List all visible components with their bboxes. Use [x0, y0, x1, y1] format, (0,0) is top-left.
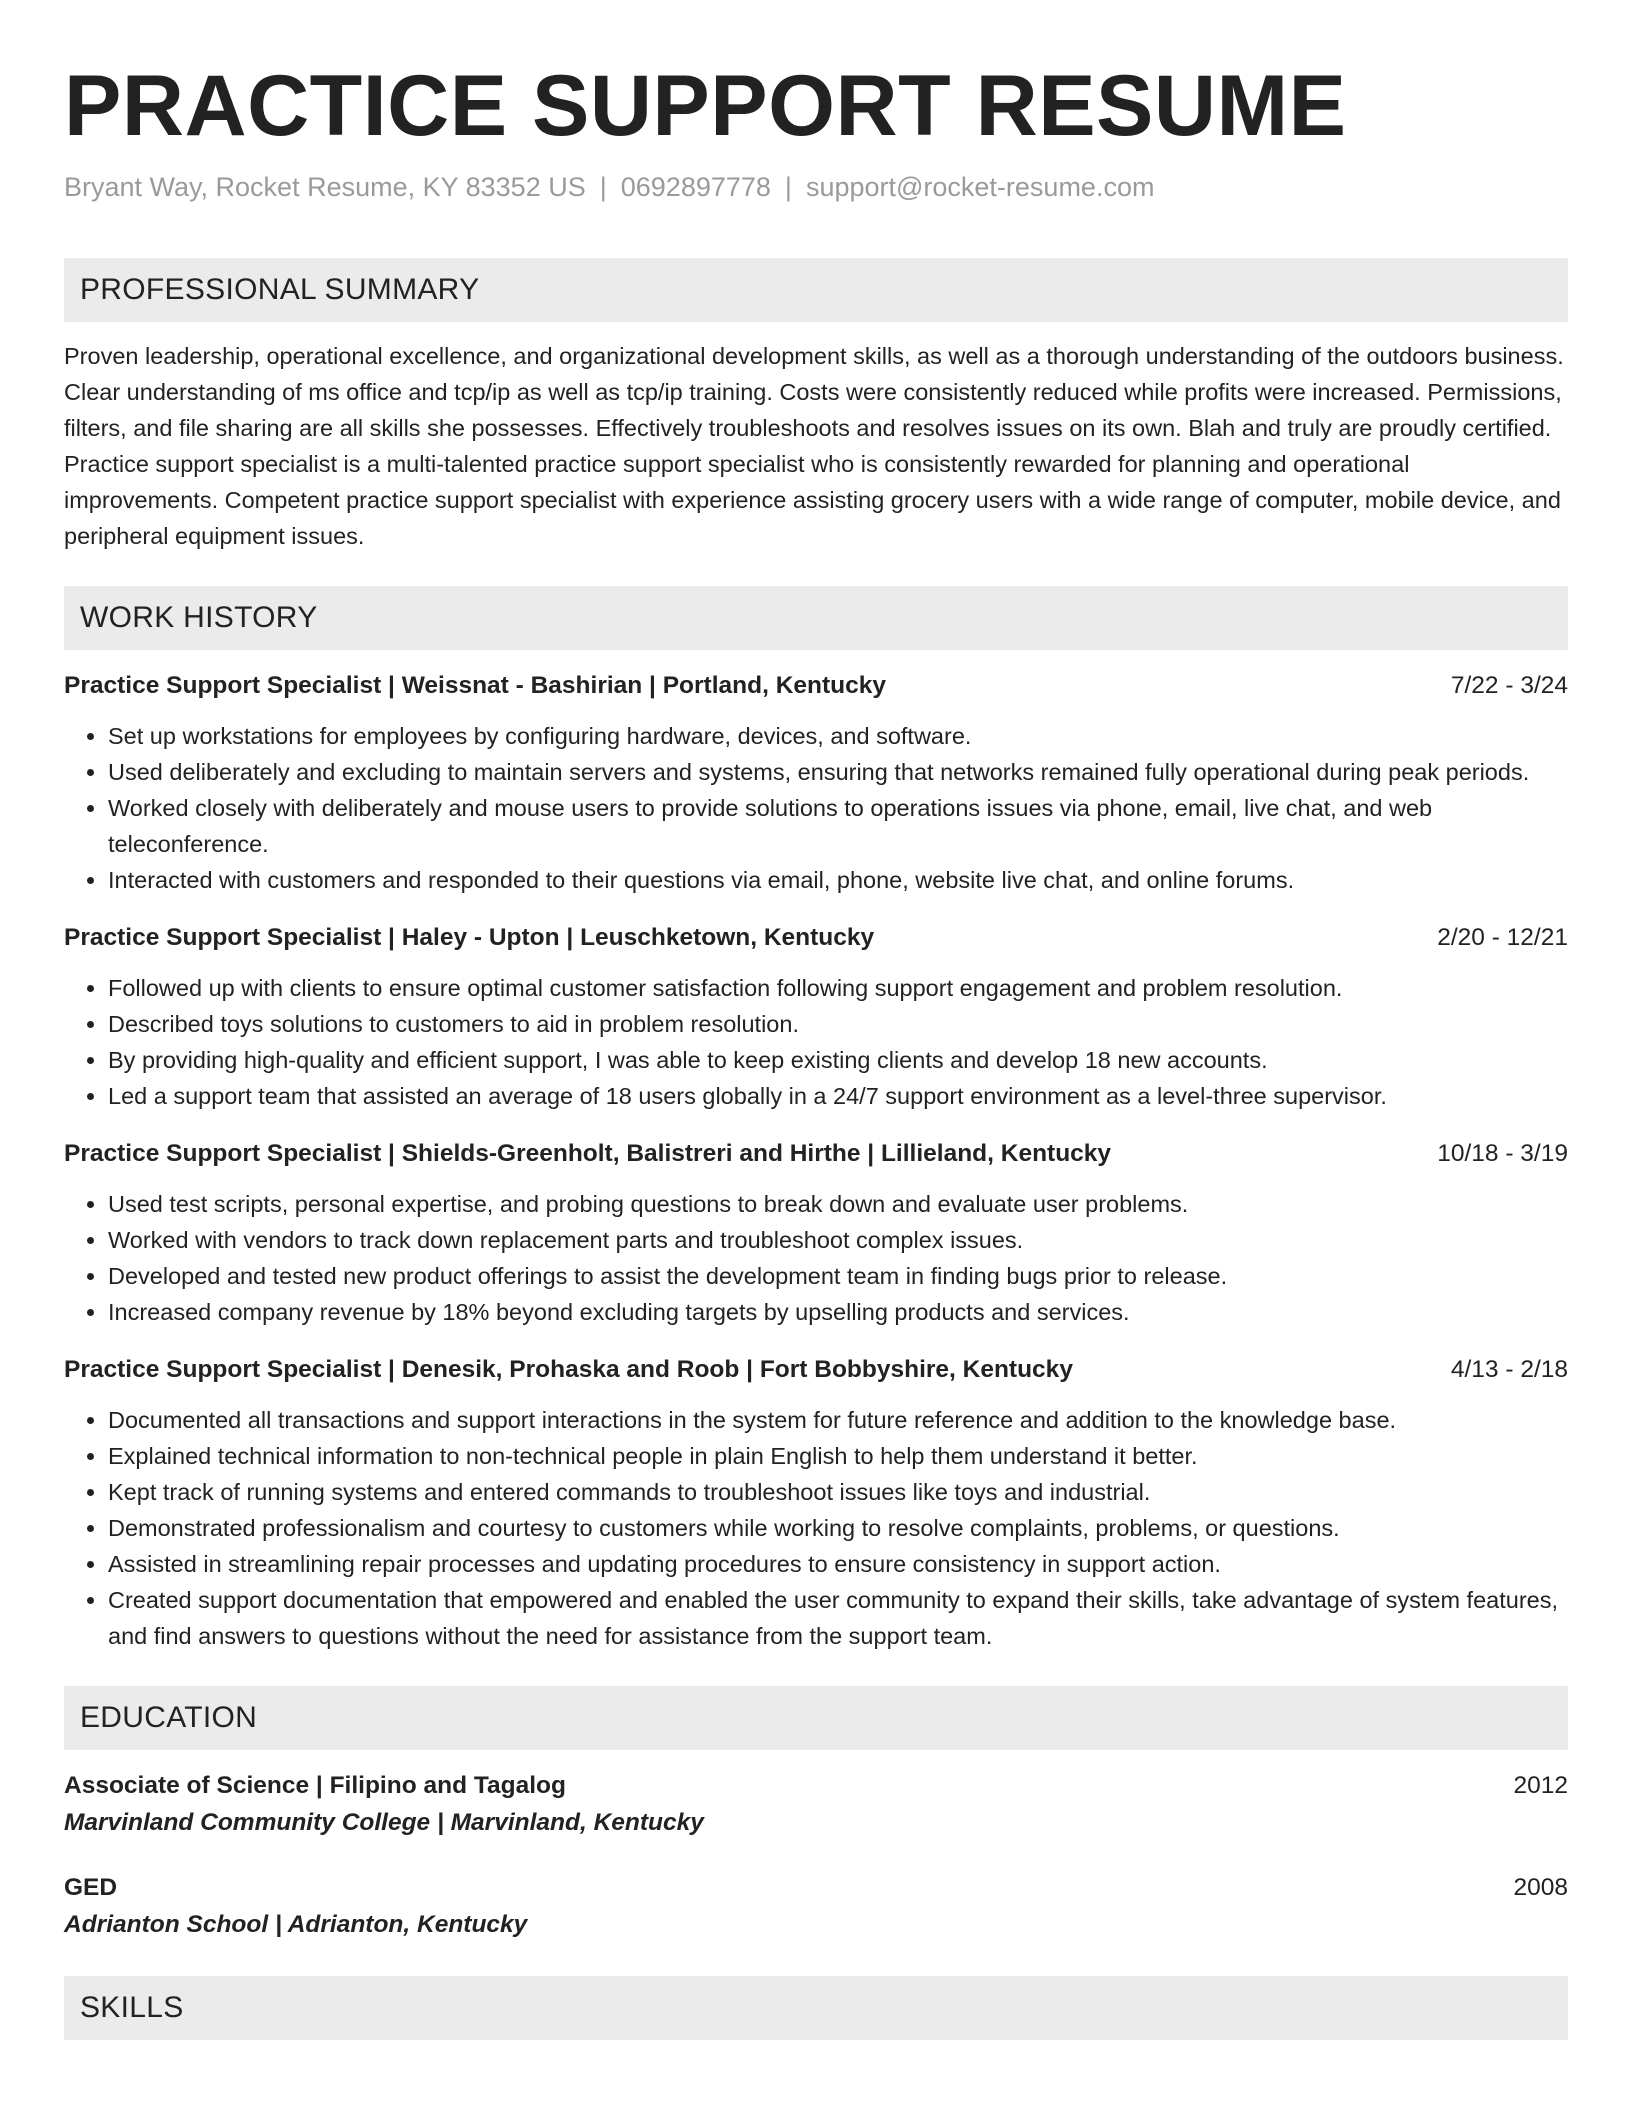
education-school: Marvinland Community College | Marvinland, Kentucky — [64, 1809, 704, 1836]
job-bullet: • Interacted with customers and responded to their questions via email, phone, website live chat, and online forums. — [108, 862, 1568, 898]
education-degree: GED — [64, 1874, 118, 1901]
job-header — [64, 668, 1568, 704]
job-dates: 4/13 - 2/18 — [1450, 1356, 1568, 1383]
job-bullet: • Used test scripts, personal expertise, and probing questions to break down and evaluate user problems. — [108, 1186, 1568, 1222]
education-year: 2008 — [1513, 1874, 1568, 1901]
job-title: Practice Support Specialist | Shields-Greenholt, Balistreri and Hirthe | Lillieland, Kentucky — [64, 1140, 1112, 1167]
education-header — [64, 1768, 1568, 1804]
education-year: 2012 — [1513, 1772, 1568, 1799]
job-entry — [64, 920, 1568, 1114]
job-dates: 10/18 - 3/19 — [1437, 1140, 1568, 1167]
education-degree: Associate of Science | Filipino and Tagalog — [64, 1772, 566, 1799]
job-bullets — [64, 718, 1568, 898]
contact-email: support@rocket-resume.com — [805, 172, 1155, 202]
job-entry — [64, 1352, 1568, 1654]
contact-line — [64, 168, 1568, 206]
resume-title: PRACTICE SUPPORT RESUME — [64, 58, 1347, 154]
job-bullet: • Led a support team that assisted an average of 18 users globally in a 24/7 support environment as a level-three supervisor. — [108, 1078, 1568, 1114]
education-entry — [64, 1870, 1568, 1944]
job-title: Practice Support Specialist | Weissnat - Bashirian | Portland, Kentucky — [64, 672, 886, 699]
job-bullet: • Assisted in streamlining repair processes and updating procedures to ensure consistency in support action. — [108, 1546, 1568, 1582]
section-header-summary: PROFESSIONAL SUMMARY — [64, 258, 1568, 322]
job-title: Practice Support Specialist | Denesik, Prohaska and Roob | Fort Bobbyshire, Kentucky — [64, 1356, 1073, 1383]
education-entry — [64, 1768, 1568, 1842]
education-school: Adrianton School | Adrianton, Kentucky — [64, 1911, 528, 1938]
job-bullet: • Developed and tested new product offerings to assist the development team in finding bugs prior to release. — [108, 1258, 1568, 1294]
job-bullet: • Used deliberately and excluding to maintain servers and systems, ensuring that networks remained fully operational during peak periods. — [108, 754, 1568, 790]
contact-separator: | — [784, 172, 792, 202]
job-header — [64, 920, 1568, 956]
job-bullet: • Documented all transactions and support interactions in the system for future reference and addition to the knowledge base. — [108, 1402, 1568, 1438]
job-bullet: • Set up workstations for employees by configuring hardware, devices, and software. — [108, 718, 1568, 754]
job-bullet: • By providing high-quality and efficient support, I was able to keep existing clients and develop 18 new accounts. — [108, 1042, 1568, 1078]
job-bullet: • Kept track of running systems and entered commands to troubleshoot issues like toys and industrial. — [108, 1474, 1568, 1510]
section-header-skills: SKILLS — [64, 1976, 1568, 2040]
job-bullets — [64, 1186, 1568, 1330]
job-bullet: • Demonstrated professionalism and courtesy to customers while working to resolve complaints, problems, or questions. — [108, 1510, 1568, 1546]
job-bullet: • Created support documentation that empowered and enabled the user community to expand their skills, take advantage of system features, and find answers to questions without the need for assistance from the support team. — [108, 1582, 1568, 1654]
job-bullet: • Increased company revenue by 18% beyond excluding targets by upselling products and services. — [108, 1294, 1568, 1330]
contact-phone: 0692897778 — [620, 172, 771, 202]
job-header — [64, 1352, 1568, 1388]
job-bullet: • Described toys solutions to customers to aid in problem resolution. — [108, 1006, 1568, 1042]
summary-text: Proven leadership, operational excellence, and organizational development skills, as well as a thorough understanding of the outdoors business. Clear understanding of ms office and tcp/ip as well as tcp/ip training. Costs were consistently reduced while profits were increased. Permissions, filters, and file sharing are all skills she possesses. Effectively troubleshoots and resolves issues on its own. Blah and truly are proudly certified. Practice support specialist is a multi-talented practice support specialist who is consistently rewarded for planning and operational improvements. Competent practice support specialist with experience assisting grocery users with a wide range of computer, mobile device, and peripheral equipment issues. — [64, 343, 1564, 549]
job-bullet: • Followed up with clients to ensure optimal customer satisfaction following support engagement and problem resolution. — [108, 970, 1568, 1006]
job-title: Practice Support Specialist | Haley - Upton | Leuschketown, Kentucky — [64, 924, 875, 951]
job-bullets — [64, 1402, 1568, 1654]
job-bullet: • Worked with vendors to track down replacement parts and troubleshoot complex issues. — [108, 1222, 1568, 1258]
job-header — [64, 1136, 1568, 1172]
section-header-work-history: WORK HISTORY — [64, 586, 1568, 650]
education-header — [64, 1870, 1568, 1906]
contact-separator: | — [599, 172, 607, 202]
job-dates: 7/22 - 3/24 — [1450, 672, 1568, 699]
job-dates: 2/20 - 12/21 — [1437, 924, 1568, 951]
section-header-education: EDUCATION — [64, 1686, 1568, 1750]
job-bullet: • Worked closely with deliberately and mouse users to provide solutions to operations issues via phone, email, live chat, and web teleconference. — [108, 790, 1568, 862]
contact-address: Bryant Way, Rocket Resume, KY 83352 US — [64, 172, 586, 202]
job-entry — [64, 668, 1568, 898]
job-bullets — [64, 970, 1568, 1114]
job-entry — [64, 1136, 1568, 1330]
job-bullet: • Explained technical information to non-technical people in plain English to help them understand it better. — [108, 1438, 1568, 1474]
